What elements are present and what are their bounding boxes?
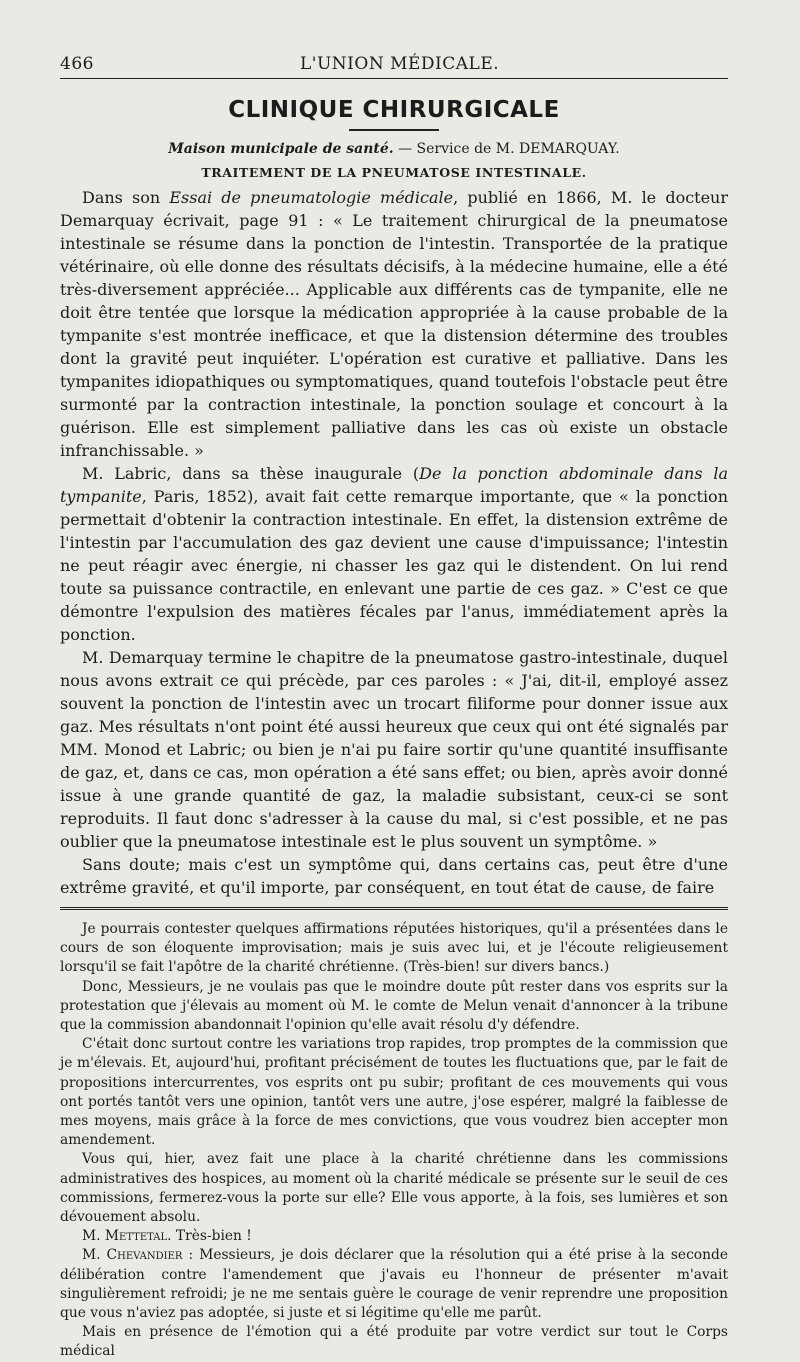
book-title: Essai de pneumatologie médicale (169, 188, 454, 207)
section-title: CLINIQUE CHIRURGICALE (228, 97, 560, 123)
article-paragraph: Sans doute; mais c'est un symptôme qui, dans certains cas, peut être d'une extrême gravité, et qu'il importe, par conséquent, en tout état de cause, de faire (60, 855, 728, 897)
service-line (60, 141, 728, 157)
article-paragraph: Dans son Essai de pneumatologie médicale, publié en 1866, M. le docteur Demarquay écrivait, page 91 : « Le traitement chirurgical de la pneumatose intestinale se résume dans la ponction de l'intestin. Transportée de la pratique vétérinaire, où elle donne des résultats décisifs, à la médecine humaine, elle a été très-diversement appréciée... Applicable aux différents cas de tympanite, elle ne doit être tentée que lorsque la médication appropriée à la cause probable de la tympanite s'est montrée inefficace, et que la distension détermine des troubles dont la gravité peut inquiéter. L'opération est curative et palliative. Dans les tympanites idiopathiques ou symptomatiques, quand toutefois l'obstacle peut être surmonté par la contraction intestinale, la ponction soulage et concourt à la guérison. Elle est simplement palliative dans les cas où existe un obstacle infranchissable. » (60, 188, 729, 460)
article-paragraph: M. Labric, dans sa thèse inaugurale (De la ponction abdominale dans la tympanite, Paris, 1852), avait fait cette remarque importante, que « la ponction permettait d'obtenir la contraction intestinale. En effet, la distension extrême de l'intestin par l'accumulation des gaz devient une cause d'impuissance; l'intestin ne peut réagir avec énergie, ni chasser les gaz qui le distendent. On lui rend toute sa puissance contractile, en enlevant une partie de ces gaz. » C'est ce que démontre l'expulsion des matières fécales par l'anus, immédiatement après la ponction. (60, 464, 728, 644)
article-paragraph: M. Demarquay termine le chapitre de la pneumatose gastro-intestinale, duquel nous avons extrait ce qui précède, par ces paroles : « J'ai, dit-il, employé assez souvent la ponction de l'intestin avec un trocart filiforme pour donner issue aux gaz. Mes résultats n'ont point été aussi heureux que ceux qui ont été signalés par MM. Monod et Labric; ou bien je n'ai pu faire sortir qu'une quantité insuffisante de gaz, et, dans ce cas, mon opération a été sans effet; ou bien, après avoir donné issue à une grande quantité de gaz, la maladie subsistant, ceux-ci se sont reproduits. Il faut donc s'adresser à la cause du mal, si c'est possible, et ne pas oublier que la pneumatose intestinale est le plus souvent un symptôme. » (60, 648, 728, 851)
feuilleton-paragraph: M. Chevandier : Messieurs, je dois déclarer que la résolution qui a été prise à la seconde délibération contre l'amendement que j'avais eu l'honneur de présenter m'avait singulièrement refroidi; je ne me sentais guère le courage de venir reprendre une proposition que vous n'aviez pas adoptée, si juste et si légitime qu'elle me parût. (60, 1247, 728, 1322)
feuilleton-paragraph: Mais en présence de l'émotion qui a été produite par votre verdict sur tout le Corps médical (60, 1324, 728, 1360)
article-body (60, 186, 728, 899)
journal-title: L'UNION MÉDICALE. (300, 54, 500, 74)
feuilleton-paragraph: Je pourrais contester quelques affirmations réputées historiques, qu'il a présentées dans le cours de son éloquente improvisation; mais je suis avec lui, et je l'écoute religieusement lorsqu'il se fait l'apôtre de la charité chrétienne. (Très-bien! sur divers bancs.) (60, 921, 728, 976)
feuilleton-paragraph: Vous qui, hier, avez fait une place à la charité chrétienne dans les commissions administratives des hospices, au moment où la charité médicale se présente sur le seuil de ces commissions, fermerez-vous la porte sur elle? Elle vous apporte, à la fois, ses lumières et son dévouement absolu. (60, 1151, 728, 1226)
running-header (60, 54, 728, 79)
speaker-name: M. Chevandier (82, 1247, 183, 1264)
title-rule (349, 129, 439, 131)
feuilleton-rule (60, 907, 728, 910)
service-head: — Service de M. DEMARQUAY. (398, 141, 620, 157)
speaker-name: M. Mettetal. (82, 1228, 172, 1245)
article-subtitle: TRAITEMENT DE LA PNEUMATOSE INTESTINALE. (201, 165, 587, 180)
feuilleton-paragraph: C'était donc surtout contre les variations trop rapides, trop promptes de la commission que je m'élevais. Et, aujourd'hui, profitant précisément de toutes les fluctuations que, par le fait de propositions intercurrentes, vos esprits ont pu subir; profitant de ces mouvements qui vous ont portés tantôt vers une opinion, tantôt vers une autre, j'ose espérer, malgré la faiblesse de mes moyens, mais grâce à la force de mes convictions, que vous voudrez bien accepter mon amendement. (60, 1036, 728, 1149)
page-number: 466 (60, 54, 94, 74)
thesis-title: De la ponction abdominale dans la tympanite (60, 464, 728, 506)
feuilleton-text (60, 920, 728, 1362)
feuilleton-paragraph: M. Mettetal. Très-bien ! (82, 1228, 252, 1245)
service-institution: Maison municipale de santé. (168, 141, 394, 157)
feuilleton-paragraph: Donc, Messieurs, je ne voulais pas que le moindre doute pût rester dans vos esprits sur la protestation que j'élevais au moment où M. le comte de Melun venait d'annoncer à la tribune que la commission abandonnait l'opinion qu'elle avait résolu d'y défendre. (60, 978, 728, 1034)
